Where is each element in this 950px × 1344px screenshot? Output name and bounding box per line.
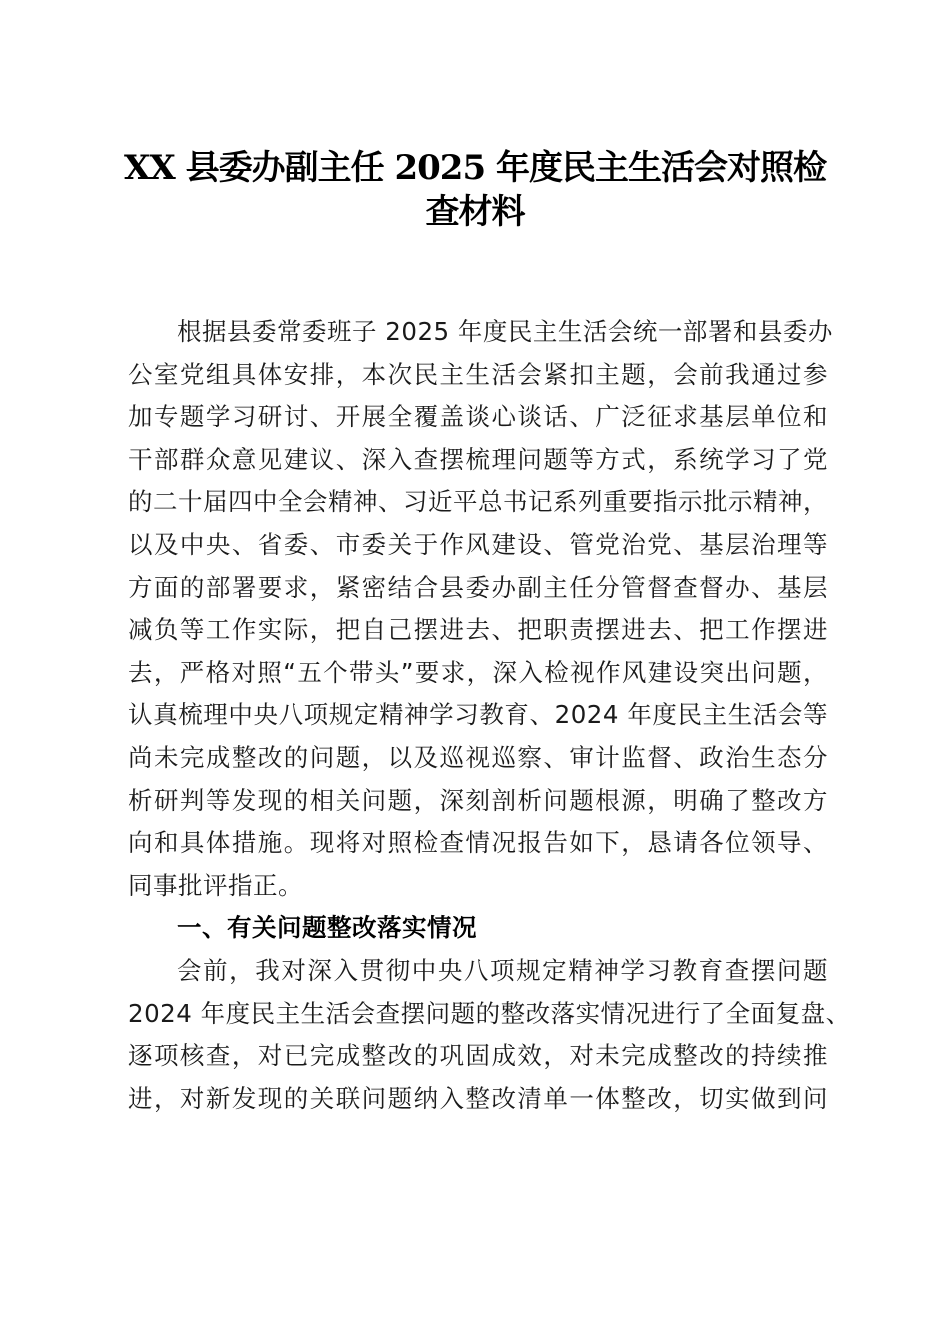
document-title-line-2: 查材料 (425, 192, 525, 232)
document-title-line-1: XX 县委办副主任 2025 年度民主生活会对照检 (124, 148, 826, 188)
paragraph-line: 进，对新发现的关联问题纳入整改清单一体整改，切实做到问 (128, 1083, 828, 1113)
paragraph-line: 公室党组具体安排，本次民主生活会紧扣主题，会前我通过参 (128, 359, 828, 389)
paragraph-line: 以及中央、省委、市委关于作风建设、管党治党、基层治理等 (128, 529, 828, 559)
section-1-paragraph (128, 950, 851, 1120)
paragraph-line: 加专题学习研讨、开展全覆盖谈心谈话、广泛征求基层单位和 (128, 402, 828, 432)
paragraph-line: 逐项核查，对已完成整改的巩固成效，对未完成整改的持续推 (128, 1041, 828, 1071)
paragraph-line: 认真梳理中央八项规定精神学习教育、2024 年度民主生活会等 (128, 700, 828, 730)
paragraph-line: 去，严格对照“五个带头”要求，深入检视作风建设突出问题， (128, 657, 828, 687)
intro-paragraph (128, 311, 833, 907)
paragraph-line: 减负等工作实际，把自己摆进去、把职责摆进去、把工作摆进 (128, 615, 828, 645)
paragraph-line: 干部群众意见建议、深入查摆梳理问题等方式，系统学习了党 (128, 444, 828, 474)
section-heading: 一、有关问题整改落实情况 (177, 913, 477, 943)
paragraph-line: 的二十届四中全会精神、习近平总书记系列重要指示批示精神， (128, 487, 828, 517)
paragraph-line: 会前，我对深入贯彻中央八项规定精神学习教育查摆问题 (177, 955, 828, 985)
paragraph-line: 方面的部署要求，紧密结合县委办副主任分管督查督办、基层 (128, 572, 828, 602)
paragraph-line: 向和具体措施。现将对照检查情况报告如下，恳请各位领导、 (128, 828, 828, 858)
paragraph-line: 尚未完成整改的问题，以及巡视巡察、审计监督、政治生态分 (128, 742, 828, 772)
document-body (128, 311, 851, 1120)
paragraph-line: 同事批评指正。 (128, 870, 303, 900)
paragraph-line: 2024 年度民主生活会查摆问题的整改落实情况进行了全面复盘、 (128, 998, 851, 1028)
paragraph-line: 根据县委常委班子 2025 年度民主生活会统一部署和县委办 (177, 317, 833, 346)
paragraph-line: 析研判等发现的相关问题，深刻剖析问题根源，明确了整改方 (128, 785, 828, 815)
